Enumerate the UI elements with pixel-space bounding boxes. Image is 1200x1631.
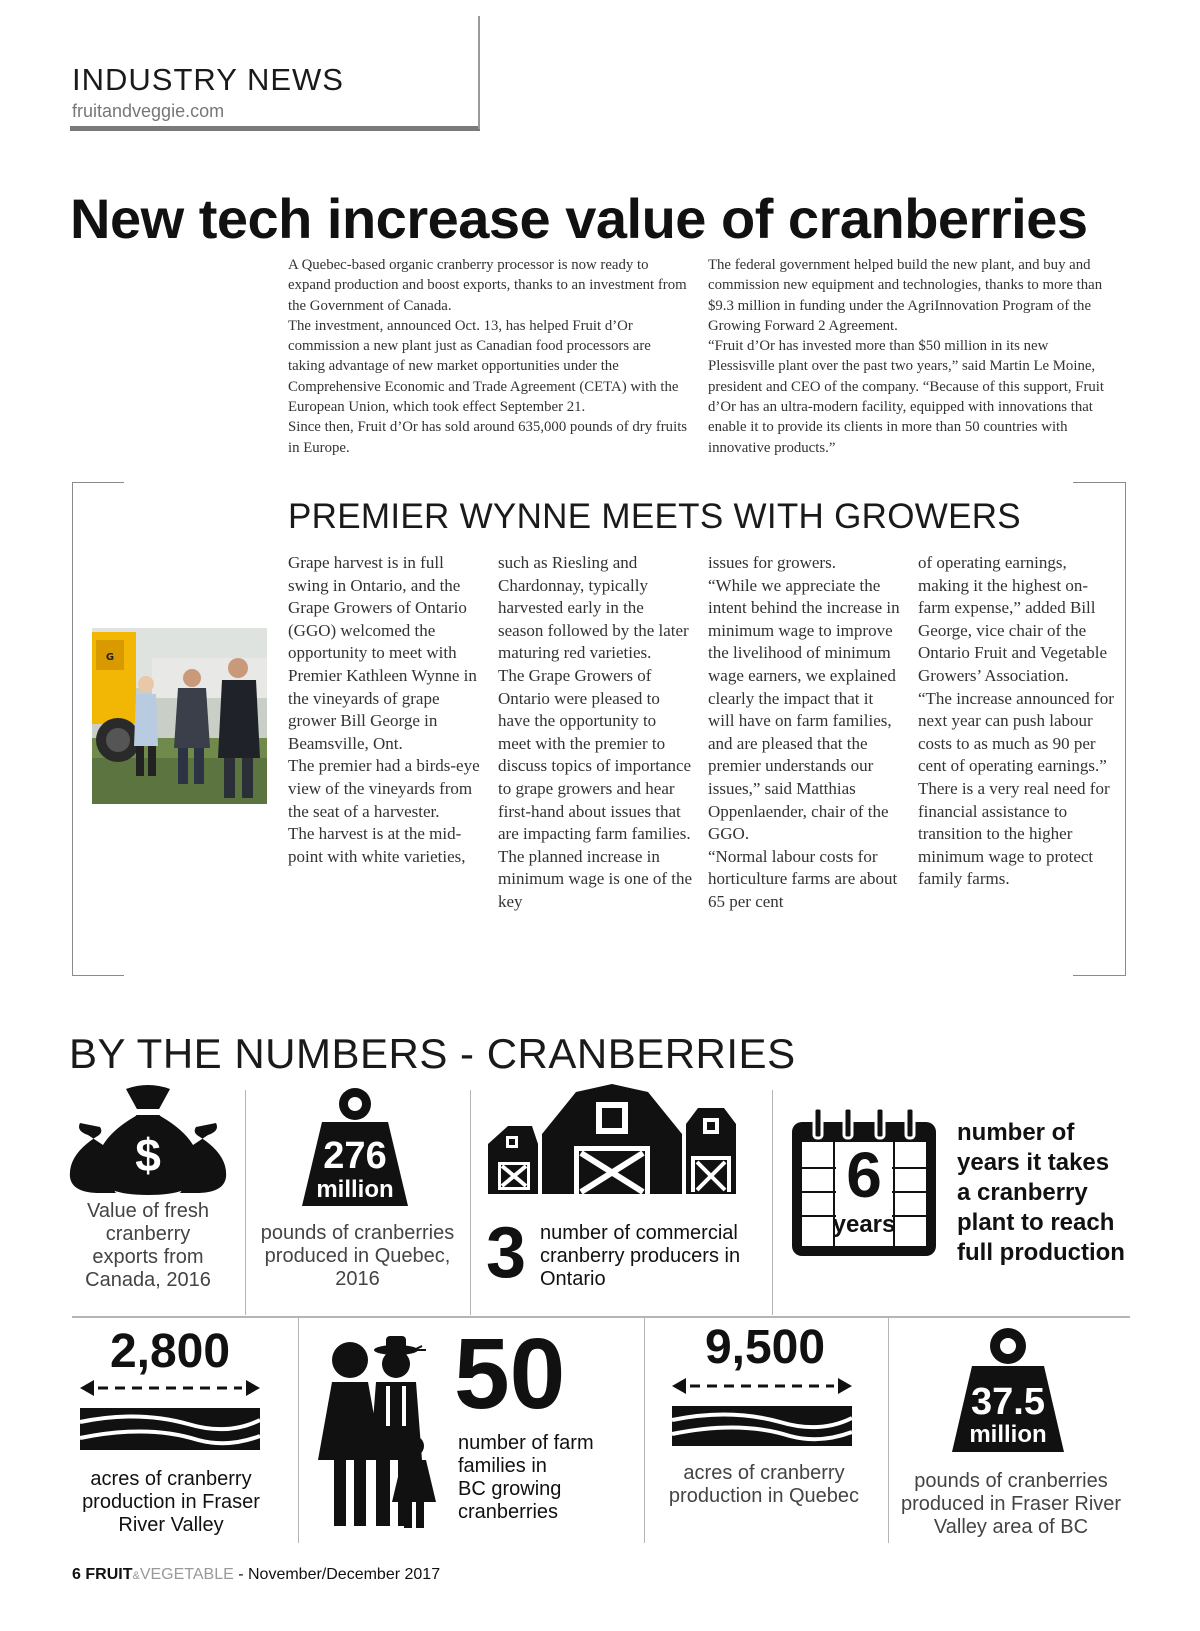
box-column-4 [918,552,1118,891]
stat-value-quebec-acres: 9,500 [704,1321,826,1374]
label-line: 2016 [335,1268,380,1290]
stat-label-fraser-pounds [896,1470,1126,1539]
grid-divider [772,1090,773,1315]
paragraph: A Quebec-based organic cranberry processor is now ready to expand production and boost exports, thanks to an investment from the Government of Canada. [288,257,687,314]
stat-value-ontario-producers: 3 [486,1213,527,1293]
stat-unit: years [832,1211,896,1238]
paragraph: The Grape Growers of Ontario were pleased to have the opportunity to meet with the premier to discuss topics of importance to grape growers and hear first-hand about issues that are impacting farm families. The planned increase in minimum wage is one of the key [498,665,693,911]
stat-unit: million [969,1421,1047,1448]
stat-value-fraser-pounds: 37.5 [971,1381,1045,1423]
label-line: production in Fraser [82,1491,260,1513]
label-line: years it takes [957,1149,1110,1176]
paragraph: The federal government helped build the new plant, and buy and commission new equipment and technologies, thanks to more than $9.3 million in funding under the AgriInnovation Program of the Growing Forward 2 Agreement. [708,257,1103,334]
stat-label-years [957,1118,1137,1268]
label-line: number of commercial [540,1222,738,1244]
field-icon [78,1380,262,1454]
grid-divider [298,1318,299,1543]
issue-date: - November/December 2017 [233,1566,441,1583]
article-column-1 [288,255,688,458]
header-rule [70,126,480,131]
box-column-1 [288,552,483,868]
paragraph: The harvest is at the mid-point with white varieties, [288,824,466,866]
box-border [72,482,124,483]
paragraph: There is a very real need for financial assistance to transition to the higher minimum wage to protect family farms. [918,778,1110,889]
label-line: exports from [92,1246,204,1268]
paragraph: The premier had a birds-eye view of the vineyards from the seat of a harvester. [288,756,480,821]
label-line: BC growing [458,1478,562,1500]
box-column-2 [498,552,693,914]
magazine-name-fruit: FRUIT [85,1566,133,1583]
label-line: cranberries [458,1501,559,1523]
page-number: 6 [72,1566,81,1583]
label-line: cranberry [105,1223,191,1245]
stat-label-fraser-acres [74,1468,268,1537]
family-icon [310,1330,440,1530]
grid-divider [888,1318,889,1543]
dollar-symbol: $ [135,1129,161,1181]
stat-label-ontario-producers [540,1222,770,1291]
label-line: Value of fresh [87,1200,209,1222]
label-line: production in Quebec [668,1485,860,1507]
photo-sign-letter: G [105,652,115,663]
premier-photo [92,628,267,804]
label-line: number of [957,1119,1075,1146]
paragraph: “Fruit d’Or has invested more than $50 million in its new Plessisville plant over the past two years,” said Martin Le Moine, president and CEO of the company. “Because of this support, Fruit d’Or has an ultra-modern facility, equipped with innovations that enable it to provide its clients in more than 50 countries with innovative products.” [708,338,1105,456]
stat-label-quebec-acres [650,1462,878,1508]
paragraph: “The increase announced for next year can push labour costs to as much as 90 per cent of operating earnings.” [918,688,1114,776]
box-border [72,975,124,976]
paragraph: “While we appreciate the intent behind the increase in minimum wage to improve the livelihood of minimum wage earners, we explained clearly the impact that it will have on farm families, and are pleased that the premier understands our issues,” said Matthias Oppenlaender, chair of the GGO. [708,575,900,844]
grid-divider [245,1090,246,1315]
label-line: Ontario [540,1268,606,1290]
grid-divider [72,1316,1130,1318]
person-shape [134,694,158,746]
box-border [1125,482,1126,976]
paragraph: such as Riesling and Chardonnay, typically harvested early in the season followed by the later maturing red varieties. [498,553,689,663]
barn-icon [488,1084,736,1194]
magazine-ampersand: & [132,1570,140,1582]
label-line: pounds of cranberries [914,1470,1108,1492]
page-footer [72,1566,440,1584]
label-line: River Valley [118,1514,224,1536]
article-column-2 [708,255,1113,458]
label-line: produced in Quebec, [264,1245,451,1267]
grid-divider [644,1318,645,1543]
stat-unit: million [316,1176,394,1203]
person-shape [174,688,210,748]
label-line: families in [458,1455,547,1477]
stat-label-quebec-pounds [250,1222,465,1291]
box-border [1073,482,1125,483]
stat-label-exports [68,1200,228,1292]
stat-value-bc-families: 50 [454,1318,566,1430]
label-line: a cranberry [957,1179,1088,1206]
label-line: produced in Fraser River [900,1493,1122,1515]
label-line: Valley area of BC [933,1516,1089,1538]
section-label: INDUSTRY NEWS [72,62,344,97]
stat-value-years: 6 [846,1139,882,1211]
label-line: number of farm [458,1432,594,1454]
paragraph: “Normal labour costs for horticulture farms are about 65 per cent [708,846,898,911]
header-divider [478,16,480,129]
stat-label-bc-families [458,1432,638,1524]
paragraph: The investment, announced Oct. 13, has helped Fruit d’Or commission a new plant just as Canadian food processors are taking advantage of new market opportunities under the Comprehensive Economic and Trade Agreement (CETA) with the European Union, which took effect September 21. [288,317,679,416]
magazine-name-vegetable: VEGETABLE [139,1566,234,1583]
label-line: plant to reach [957,1209,1115,1236]
stat-value-quebec-pounds: 276 [323,1135,387,1177]
label-line: full production [957,1239,1125,1266]
box-border [72,482,73,976]
numbers-title: BY THE NUMBERS - CRANBERRIES [69,1030,796,1077]
box-border [1073,975,1125,976]
article-headline: New tech increase value of cranberries [70,187,1088,250]
label-line: acres of cranberry [683,1462,845,1484]
paragraph: Since then, Fruit d’Or has sold around 635,000 pounds of dry fruits in Europe. [288,419,688,456]
stat-value-fraser-acres: 2,800 [109,1325,231,1378]
box-title: PREMIER WYNNE MEETS WITH GROWERS [288,497,1021,536]
grid-divider [470,1090,471,1315]
person-shape [218,680,260,758]
field-icon [670,1378,854,1450]
box-column-3 [708,552,903,914]
label-line: Canada, 2016 [85,1269,211,1291]
paragraph: of operating earnings, making it the highest on-farm expense,” added Bill George, vice chair of the Ontario Fruit and Vegetable Growers’ Association. [918,553,1108,685]
label-line: acres of cranberry [90,1468,252,1490]
site-url[interactable]: fruitandveggie.com [72,101,225,121]
paragraph: Grape harvest is in full swing in Ontario, and the Grape Growers of Ontario (GGO) welcomed the opportunity to meet with Premier Kathleen Wynne in the vineyards of grape grower Bill George in Beamsville, Ont. [288,553,477,753]
label-line: cranberry producers in [540,1245,741,1267]
label-line: pounds of cranberries [260,1222,455,1244]
paragraph: issues for growers. [708,553,836,572]
